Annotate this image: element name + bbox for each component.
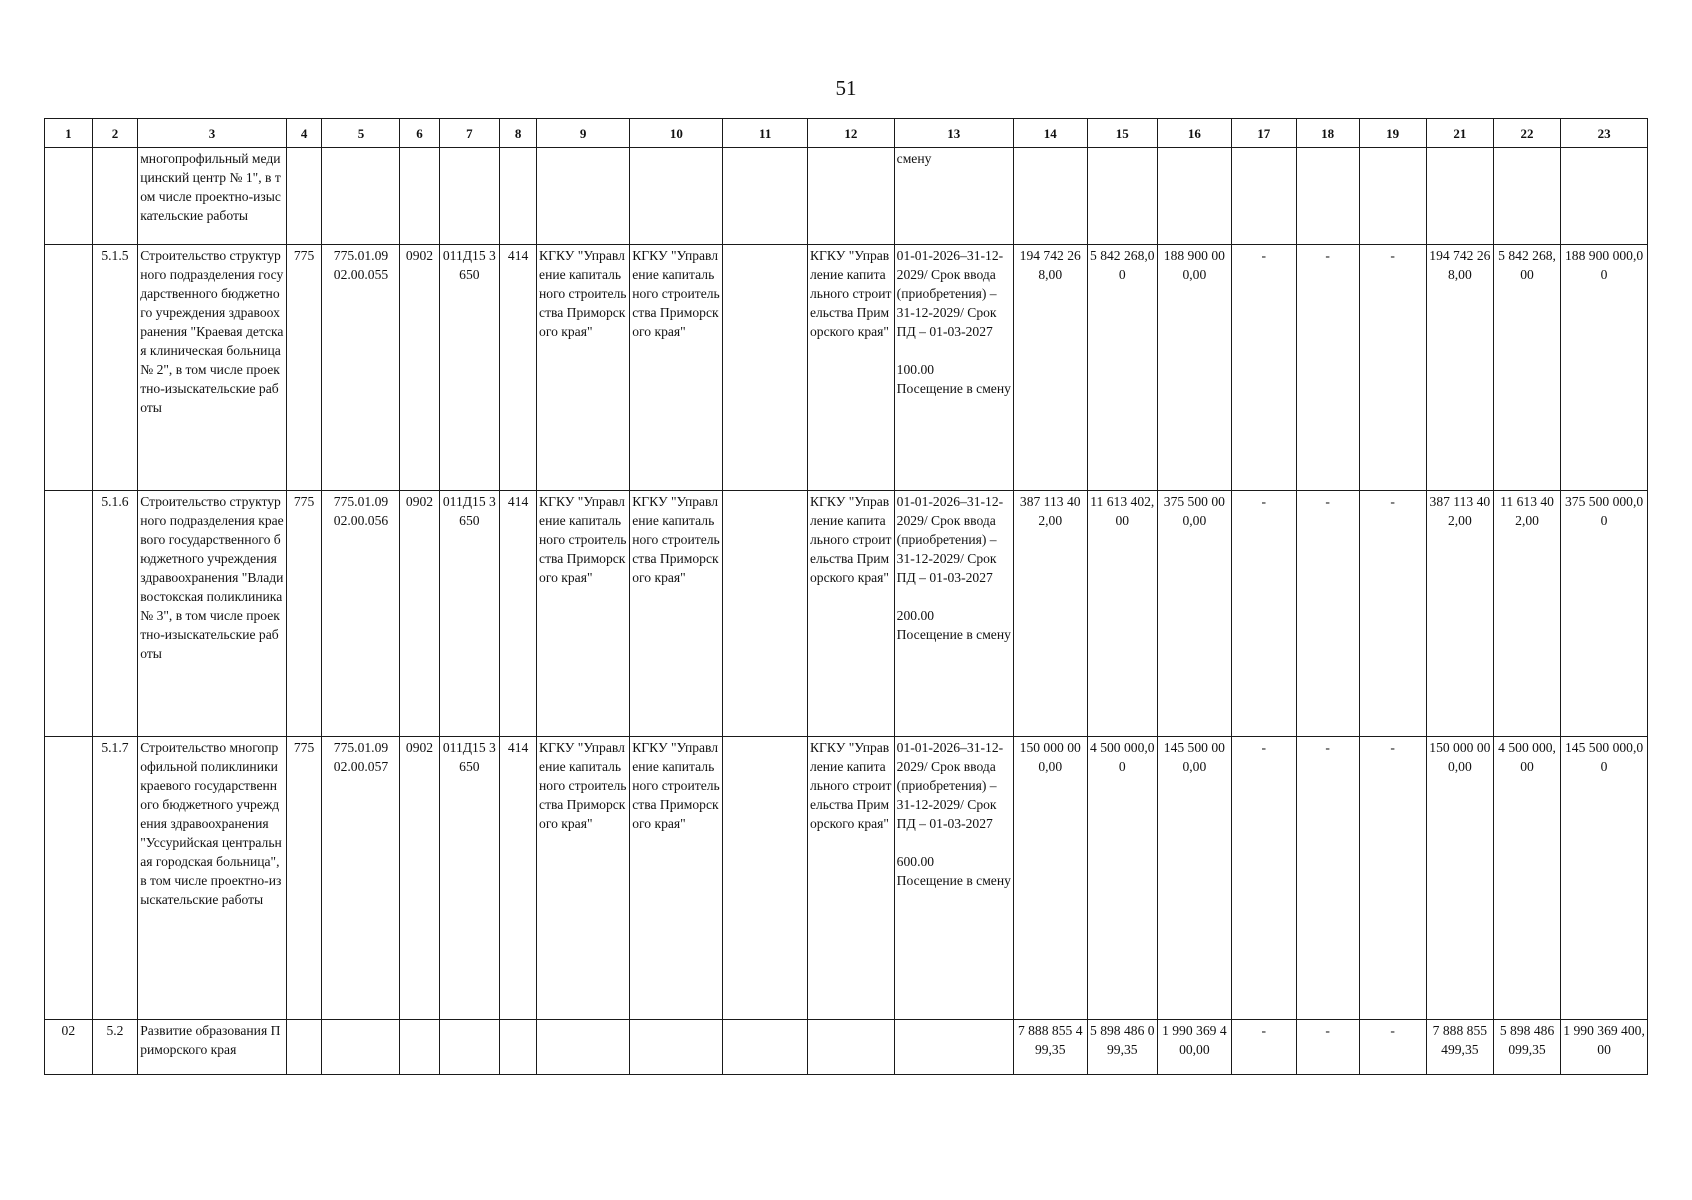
cell-terms xyxy=(894,737,1013,1020)
cell-col23: 145 500 000,00 xyxy=(1561,737,1648,1020)
col-header: 15 xyxy=(1087,119,1157,148)
cell-customer: КГКУ "Управление капитального строительства Приморского края" xyxy=(537,491,630,737)
cell-object-code xyxy=(322,1020,400,1075)
cell-grbs: 775 xyxy=(286,737,322,1020)
cell-funding-2026: 11 613 402,00 xyxy=(1087,491,1157,737)
cell-grbs: 775 xyxy=(286,245,322,491)
cell-developer: КГКУ "Управление капитального строительства Приморского края" xyxy=(630,245,723,491)
cell-col19: - xyxy=(1359,1020,1426,1075)
cell-funding-2026 xyxy=(1087,148,1157,245)
terms-unit: Посещение в смену xyxy=(896,381,1011,396)
table-row xyxy=(45,148,1648,245)
col-header: 11 xyxy=(723,119,808,148)
col-header: 1 xyxy=(45,119,93,148)
cell-customer xyxy=(537,148,630,245)
cell-description: Строительство многопрофильной поликлиники краевого государственного бюджетного учреждения здравоохранения "Уссурийская центральная городская больница", в том числе проектно-изыскательские работы xyxy=(138,737,286,1020)
cell-col17: - xyxy=(1231,737,1296,1020)
cell-description: многопрофильный медицинский центр № 1", в том числе проектно-изыскательские работы xyxy=(138,148,286,245)
cell-funding-2026: 5 898 486 099,35 xyxy=(1087,1020,1157,1075)
cell-grbs: 775 xyxy=(286,491,322,737)
terms-capacity: 100.00 xyxy=(896,362,935,377)
cell-col17 xyxy=(1231,148,1296,245)
table-row xyxy=(45,491,1648,737)
cell-col11 xyxy=(723,491,808,737)
cell-col23: 375 500 000,00 xyxy=(1561,491,1648,737)
terms-dates: 01-01-2026–31-12-2029/ Срок ввода (приобретения) – 31-12-2029/ Срок ПД – 01-03-2027 xyxy=(896,740,1004,831)
col-header: 12 xyxy=(807,119,894,148)
cell-object-code: 775.01.09 02.00.057 xyxy=(322,737,400,1020)
cell-target-article xyxy=(439,1020,500,1075)
cell-col22: 4 500 000,00 xyxy=(1493,737,1560,1020)
cell-customer: КГКУ "Управление капитального строительства Приморского края" xyxy=(537,245,630,491)
cell-grbs xyxy=(286,1020,322,1075)
cell-code xyxy=(45,491,93,737)
cell-section: 0902 xyxy=(400,737,439,1020)
cell-developer: КГКУ "Управление капитального строительства Приморского края" xyxy=(630,737,723,1020)
cell-total: 194 742 268,00 xyxy=(1013,245,1087,491)
cell-col21: 150 000 000,00 xyxy=(1426,737,1493,1020)
col-header: 19 xyxy=(1359,119,1426,148)
col-header: 17 xyxy=(1231,119,1296,148)
cell-customer xyxy=(537,1020,630,1075)
cell-code xyxy=(45,737,93,1020)
cell-funding-2027: 188 900 000,00 xyxy=(1158,245,1232,491)
cell-col22: 11 613 402,00 xyxy=(1493,491,1560,737)
cell-col18: - xyxy=(1296,491,1359,737)
cell-col18: - xyxy=(1296,737,1359,1020)
col-header: 3 xyxy=(138,119,286,148)
terms-text: смену xyxy=(896,151,932,166)
table-row xyxy=(45,737,1648,1020)
cell-total: 387 113 402,00 xyxy=(1013,491,1087,737)
col-header: 5 xyxy=(322,119,400,148)
cell-target-article: 011Д15 3650 xyxy=(439,491,500,737)
cell-object-code: 775.01.09 02.00.056 xyxy=(322,491,400,737)
table-row xyxy=(45,245,1648,491)
cell-col22: 5 898 486 099,35 xyxy=(1493,1020,1560,1075)
cell-col11 xyxy=(723,245,808,491)
cell-terms xyxy=(894,148,1013,245)
terms-unit: Посещение в смену xyxy=(896,627,1011,642)
terms-dates: 01-01-2026–31-12-2029/ Срок ввода (приобретения) – 31-12-2029/ Срок ПД – 01-03-2027 xyxy=(896,248,1004,339)
cell-target-article: 011Д15 3650 xyxy=(439,245,500,491)
col-header: 6 xyxy=(400,119,439,148)
cell-col23: 188 900 000,00 xyxy=(1561,245,1648,491)
cell-col21: 7 888 855 499,35 xyxy=(1426,1020,1493,1075)
col-header: 14 xyxy=(1013,119,1087,148)
cell-funding-2027 xyxy=(1158,148,1232,245)
cell-funding-2026: 5 842 268,00 xyxy=(1087,245,1157,491)
cell-object-code xyxy=(322,148,400,245)
cell-funding-2027: 375 500 000,00 xyxy=(1158,491,1232,737)
page-number: 51 xyxy=(835,76,857,100)
cell-col18 xyxy=(1296,148,1359,245)
cell-expense-type xyxy=(500,148,537,245)
cell-description: Строительство структурного подразделения краевого государственного бюджетного учреждения здравоохранения "Владивостокская поликлиника № 3", в том числе проектно-изыскательские работы xyxy=(138,491,286,737)
cell-col23 xyxy=(1561,148,1648,245)
cell-expense-type: 414 xyxy=(500,737,537,1020)
col-header: 8 xyxy=(500,119,537,148)
col-header: 23 xyxy=(1561,119,1648,148)
cell-executor: КГКУ "Управление капитального строительства Приморского края" xyxy=(807,245,894,491)
cell-col21: 194 742 268,00 xyxy=(1426,245,1493,491)
cell-terms xyxy=(894,245,1013,491)
col-header: 22 xyxy=(1493,119,1560,148)
col-header: 7 xyxy=(439,119,500,148)
cell-executor xyxy=(807,148,894,245)
cell-code xyxy=(45,148,93,245)
cell-expense-type xyxy=(500,1020,537,1075)
cell-item-number: 5.1.6 xyxy=(92,491,138,737)
cell-item-number: 5.2 xyxy=(92,1020,138,1075)
cell-description: Строительство структурного подразделения государственного бюджетного учреждения здравоохранения "Краевая детская клиническая больница № 2", в том числе проектно-изыскательские работы xyxy=(138,245,286,491)
terms-dates: 01-01-2026–31-12-2029/ Срок ввода (приобретения) – 31-12-2029/ Срок ПД – 01-03-2027 xyxy=(896,494,1004,585)
program-table xyxy=(44,118,1648,1075)
cell-code xyxy=(45,245,93,491)
terms-capacity: 200.00 xyxy=(896,608,935,623)
terms-unit: Посещение в смену xyxy=(896,873,1011,888)
header-row xyxy=(45,119,1648,148)
col-header: 2 xyxy=(92,119,138,148)
cell-col17: - xyxy=(1231,245,1296,491)
cell-col22: 5 842 268,00 xyxy=(1493,245,1560,491)
cell-col22 xyxy=(1493,148,1560,245)
col-header: 16 xyxy=(1158,119,1232,148)
cell-col19: - xyxy=(1359,245,1426,491)
cell-developer xyxy=(630,1020,723,1075)
cell-target-article: 011Д15 3650 xyxy=(439,737,500,1020)
cell-col18: - xyxy=(1296,1020,1359,1075)
col-header: 4 xyxy=(286,119,322,148)
cell-col19 xyxy=(1359,148,1426,245)
col-header: 10 xyxy=(630,119,723,148)
cell-section: 0902 xyxy=(400,245,439,491)
cell-col23: 1 990 369 400,00 xyxy=(1561,1020,1648,1075)
cell-target-article xyxy=(439,148,500,245)
col-header: 18 xyxy=(1296,119,1359,148)
cell-total: 150 000 000,00 xyxy=(1013,737,1087,1020)
cell-section: 0902 xyxy=(400,491,439,737)
cell-item-number: 5.1.5 xyxy=(92,245,138,491)
col-header: 13 xyxy=(894,119,1013,148)
cell-code: 02 xyxy=(45,1020,93,1075)
cell-total: 7 888 855 499,35 xyxy=(1013,1020,1087,1075)
cell-item-number: 5.1.7 xyxy=(92,737,138,1020)
cell-expense-type: 414 xyxy=(500,245,537,491)
cell-developer: КГКУ "Управление капитального строительства Приморского края" xyxy=(630,491,723,737)
terms-capacity: 600.00 xyxy=(896,854,935,869)
cell-funding-2026: 4 500 000,00 xyxy=(1087,737,1157,1020)
cell-object-code: 775.01.09 02.00.055 xyxy=(322,245,400,491)
col-header: 21 xyxy=(1426,119,1493,148)
cell-col19: - xyxy=(1359,491,1426,737)
cell-item-number xyxy=(92,148,138,245)
cell-terms xyxy=(894,1020,1013,1075)
cell-col18: - xyxy=(1296,245,1359,491)
cell-developer xyxy=(630,148,723,245)
cell-funding-2027: 1 990 369 400,00 xyxy=(1158,1020,1232,1075)
cell-col17: - xyxy=(1231,491,1296,737)
cell-col11 xyxy=(723,1020,808,1075)
cell-executor: КГКУ "Управление капитального строительства Приморского края" xyxy=(807,491,894,737)
cell-description: Развитие образования Приморского края xyxy=(138,1020,286,1075)
cell-col19: - xyxy=(1359,737,1426,1020)
cell-section xyxy=(400,148,439,245)
cell-total xyxy=(1013,148,1087,245)
cell-terms xyxy=(894,491,1013,737)
cell-executor xyxy=(807,1020,894,1075)
cell-col21: 387 113 402,00 xyxy=(1426,491,1493,737)
cell-col11 xyxy=(723,737,808,1020)
cell-section xyxy=(400,1020,439,1075)
cell-col11 xyxy=(723,148,808,245)
cell-col21 xyxy=(1426,148,1493,245)
cell-customer: КГКУ "Управление капитального строительства Приморского края" xyxy=(537,737,630,1020)
col-header: 9 xyxy=(537,119,630,148)
cell-col17: - xyxy=(1231,1020,1296,1075)
cell-executor: КГКУ "Управление капитального строительства Приморского края" xyxy=(807,737,894,1020)
cell-expense-type: 414 xyxy=(500,491,537,737)
table-row xyxy=(45,1020,1648,1075)
cell-grbs xyxy=(286,148,322,245)
cell-funding-2027: 145 500 000,00 xyxy=(1158,737,1232,1020)
